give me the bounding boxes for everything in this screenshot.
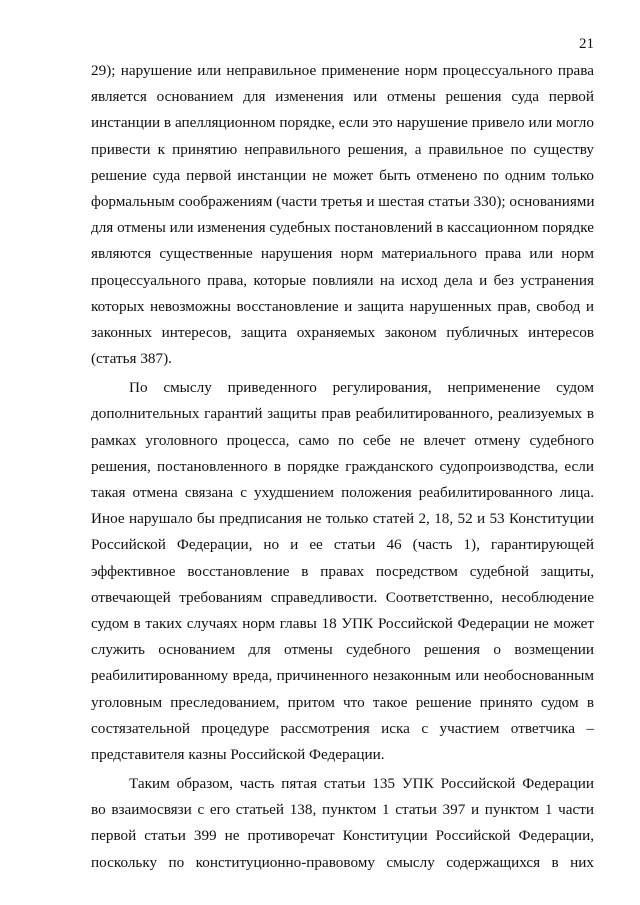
text-line: рамках уголовного процесса, само по себе не влечет отмену судебного (91, 431, 594, 449)
text-line: процессуального права, которые повлияли на исход дела и без устранения (91, 271, 594, 289)
text-line: представителя казны Российской Федерации. (91, 745, 385, 763)
text-line: решение суда первой инстанции не может быть отменено по одним только (91, 166, 594, 184)
text-line: судом в таких случаях норм главы 18 УПК Российской Федерации не может (91, 614, 594, 632)
paragraph (91, 375, 594, 768)
page-number: 21 (579, 36, 594, 52)
text-line: (статья 387). (91, 350, 172, 368)
text-line: такая отмена связана с ухудшением положения реабилитированного лица. (91, 484, 594, 501)
text-line: служить основанием для отмены судебного решения о возмещении (91, 641, 594, 659)
text-line: первой статьи 399 не противоречат Конституции Российской Федерации, (91, 827, 594, 845)
text-line: являются существенные нарушения норм материального права или норм (91, 245, 594, 263)
text-line: реабилитированному вреда, причиненного незаконным или необоснованным (91, 667, 594, 685)
text-line: дополнительных гарантий защиты прав реабилитированного, реализуемых в (91, 405, 594, 423)
document-body (91, 58, 594, 876)
text-line: Российской Федерации, но и ее статьи 46 (часть 1), гарантирующей (91, 536, 594, 554)
text-line: решения, постановленного в порядке гражданского судопроизводства, если (91, 457, 594, 475)
paragraph (91, 58, 594, 372)
text-line: законных интересов, защита охраняемых законом публичных интересов (91, 323, 594, 341)
text-line: состязательной процедуре рассмотрения иска с участием ответчика – (91, 719, 594, 737)
text-line: Таким образом, часть пятая статьи 135 УПК Российской Федерации (129, 775, 594, 793)
text-line: привести к принятию неправильного решения, а правильное по существу (91, 140, 594, 158)
text-line: По смыслу приведенного регулирования, неприменение судом (129, 379, 594, 397)
text-line: для отмены или изменения судебных постановлений в кассационном порядке (91, 219, 594, 237)
text-line: инстанции в апелляционном порядке, если это нарушение привело или могло (91, 114, 594, 132)
text-line: которых невозможны восстановление и защита нарушенных прав, свобод и (91, 297, 594, 315)
text-line: эффективное восстановление в правах посредством судебной защиты, (91, 562, 594, 580)
text-line: поскольку по конституционно-правовому смыслу содержащихся в них (91, 853, 594, 871)
text-line: во взаимосвязи с его статьей 138, пунктом 1 статьи 397 и пунктом 1 части (91, 801, 594, 819)
text-line: Иное нарушало бы предписания не только статей 2, 18, 52 и 53 Конституции (91, 510, 594, 528)
text-line: является основанием для изменения или отмены решения суда первой (91, 88, 594, 106)
paragraph (91, 771, 594, 876)
text-line: формальным соображениям (части третья и шестая статьи 330); основаниями (91, 192, 595, 210)
text-line: отвечающей требованиям справедливости. Соответственно, несоблюдение (91, 588, 594, 606)
text-line: 29); нарушение или неправильное применение норм процессуального права (91, 62, 594, 79)
text-line: уголовным преследованием, притом что такое решение принято судом в (91, 693, 594, 711)
